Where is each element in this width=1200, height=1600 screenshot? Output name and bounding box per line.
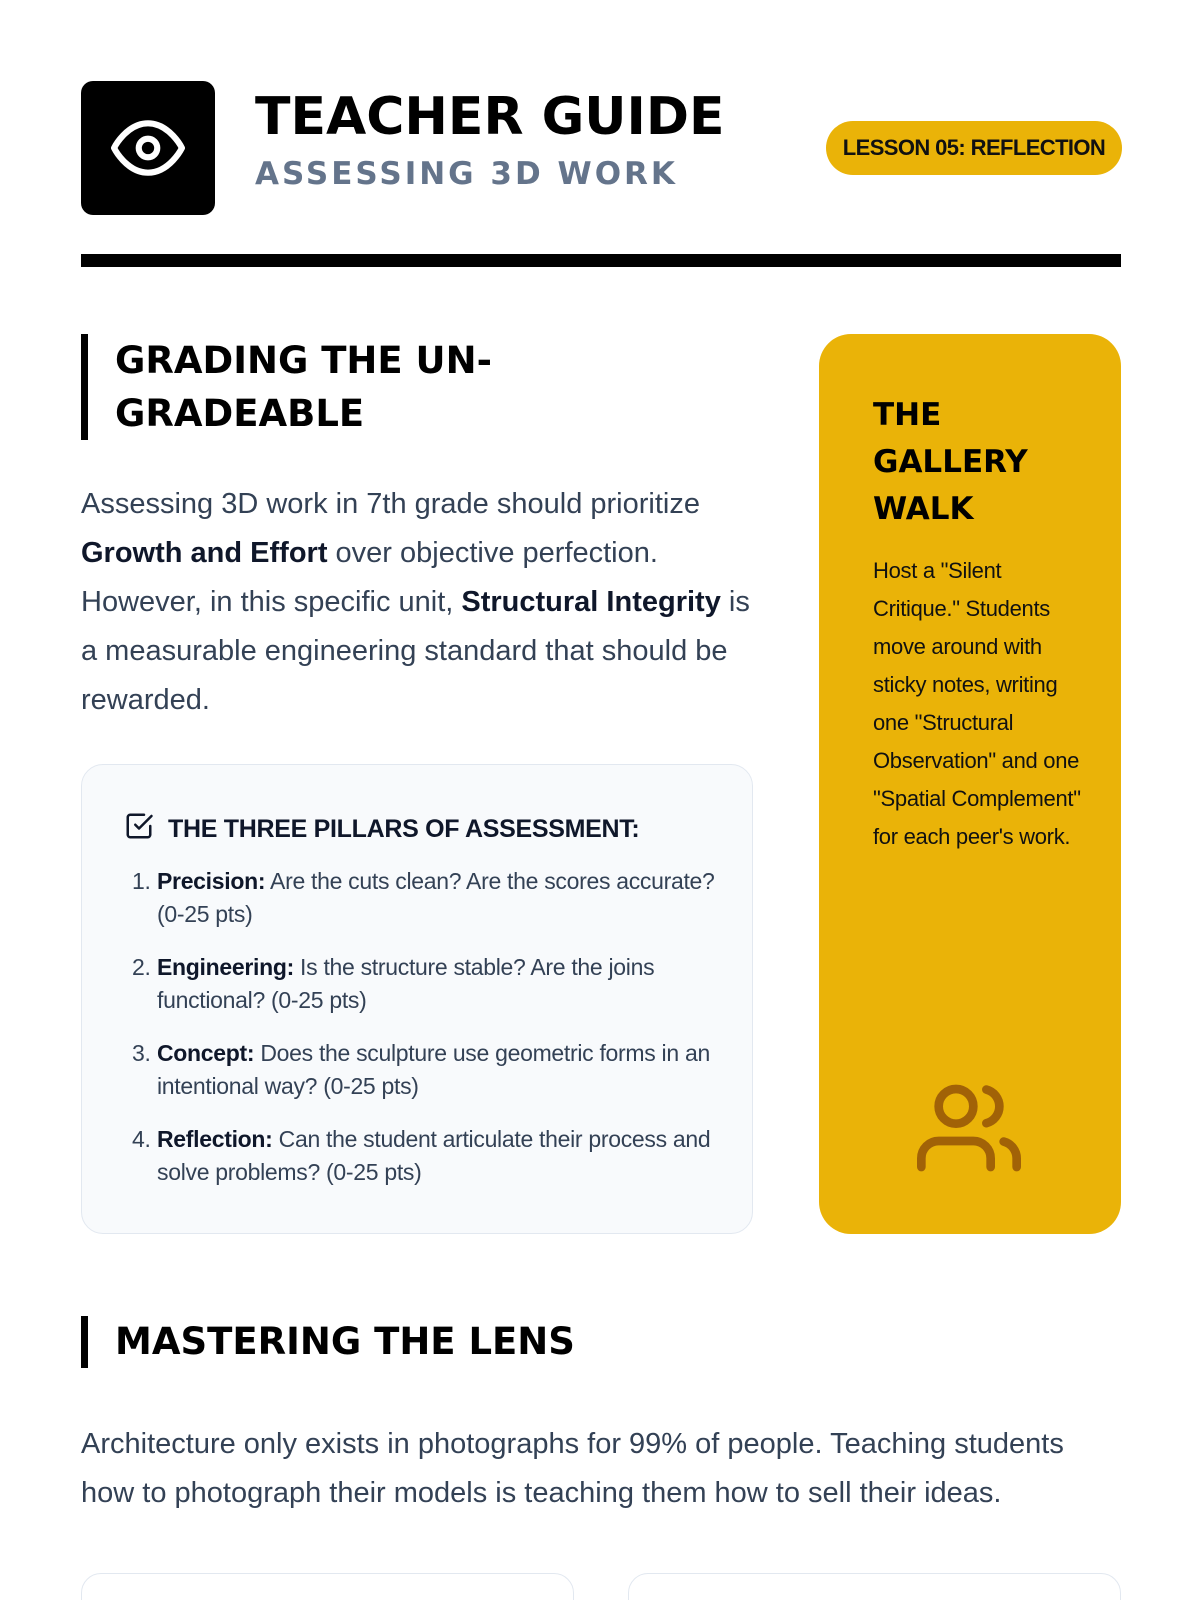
gallery-walk-text: Host a "Silent Critique." Students move around with sticky notes, writing one "Structural Observation" and one "Spatial Complement" for each peer's work.	[873, 558, 1081, 849]
list-item	[132, 951, 722, 1017]
pillars-title	[124, 811, 639, 848]
users-icon	[917, 1076, 1021, 1180]
list-number: 4.	[132, 1126, 151, 1152]
lens-paragraph: Architecture only exists in photographs for 99% of people. Teaching students how to photograph their models is teaching them how to sell their ideas.	[81, 1428, 1064, 1509]
page-header	[81, 81, 1121, 215]
list-item	[132, 1123, 722, 1189]
emphasis-growth-effort: Growth and Effort	[81, 537, 328, 569]
list-number: 1.	[132, 868, 151, 894]
page-title: TEACHER GUIDE	[255, 87, 725, 147]
list-item-text: Can the student articulate their process and solve problems? (0-25 pts)	[157, 1126, 711, 1185]
list-number: 2.	[132, 954, 151, 980]
paragraph-text: over objective perfection. However, in this specific unit,	[81, 537, 658, 618]
gallery-walk-title: THE GALLERY WALK	[873, 397, 1028, 527]
paragraph-text: is a measurable engineering standard that should be rewarded.	[81, 586, 750, 716]
checkbox-icon	[124, 811, 154, 848]
list-item	[132, 865, 722, 931]
emphasis-structural-integrity: Structural Integrity	[461, 586, 721, 618]
header-divider	[81, 254, 1121, 267]
list-item	[132, 1037, 722, 1103]
gallery-walk-card	[819, 334, 1121, 1234]
bottom-card-left	[81, 1573, 574, 1600]
pillars-title-text: THE THREE PILLARS OF ASSESSMENT:	[168, 815, 640, 843]
page-subtitle: ASSESSING 3D WORK	[255, 156, 678, 192]
list-item-label: Precision:	[157, 868, 266, 894]
grading-paragraph	[81, 480, 761, 725]
lesson-badge: LESSON 05: REFLECTION	[826, 121, 1122, 175]
list-item-label: Engineering:	[157, 954, 294, 980]
section-heading-grading: GRADING THE UN-GRADEABLE	[81, 334, 581, 440]
list-item-text: Are the cuts clean? Are the scores accurate? (0-25 pts)	[157, 868, 715, 927]
section-heading-lens: MASTERING THE LENS	[81, 1316, 881, 1368]
pillars-list	[132, 865, 722, 1209]
list-item-text: Is the structure stable? Are the joins functional? (0-25 pts)	[157, 954, 655, 1013]
list-item-text: Does the sculpture use geometric forms in an intentional way? (0-25 pts)	[157, 1040, 710, 1099]
list-item-label: Reflection:	[157, 1126, 273, 1152]
bottom-card-right	[628, 1573, 1121, 1600]
list-item-label: Concept:	[157, 1040, 255, 1066]
paragraph-text: Assessing 3D work in 7th grade should prioritize	[81, 488, 700, 520]
eye-icon	[81, 81, 215, 215]
pillars-card	[81, 764, 753, 1234]
list-number: 3.	[132, 1040, 151, 1066]
